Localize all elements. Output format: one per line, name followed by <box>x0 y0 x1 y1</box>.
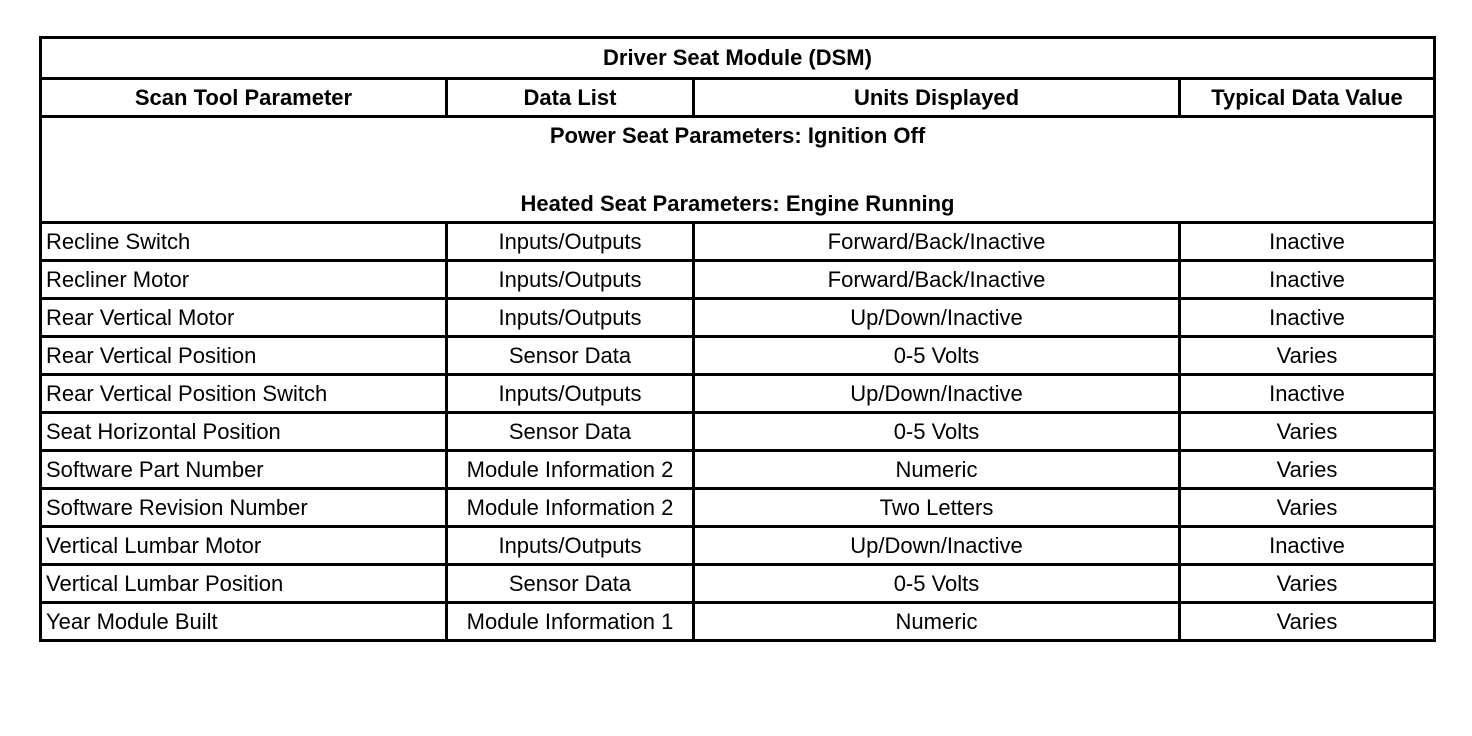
units-displayed-cell: 0-5 Volts <box>694 337 1180 375</box>
data-list-cell: Inputs/Outputs <box>447 527 694 565</box>
scan-tool-parameter-cell: Recliner Motor <box>41 261 447 299</box>
units-displayed-cell: Two Letters <box>694 489 1180 527</box>
table-row <box>41 489 1435 527</box>
scan-tool-parameter-cell: Rear Vertical Motor <box>41 299 447 337</box>
data-list-cell: Inputs/Outputs <box>447 223 694 261</box>
scan-tool-parameter-cell: Software Part Number <box>41 451 447 489</box>
table-row <box>41 337 1435 375</box>
dsm-parameter-table <box>39 36 1436 642</box>
data-list-cell: Module Information 2 <box>447 489 694 527</box>
table-title: Driver Seat Module (DSM) <box>41 38 1435 79</box>
section-note-cell <box>41 117 1435 223</box>
column-header-row <box>41 79 1435 117</box>
power-seat-note: Power Seat Parameters: Ignition Off <box>549 122 926 148</box>
units-displayed-cell: Forward/Back/Inactive <box>694 261 1180 299</box>
scan-tool-parameter-cell: Rear Vertical Position <box>41 337 447 375</box>
typical-data-value-cell: Inactive <box>1180 375 1435 413</box>
table-row <box>41 451 1435 489</box>
typical-data-value-cell: Varies <box>1180 489 1435 527</box>
typical-data-value-cell: Inactive <box>1180 261 1435 299</box>
data-list-cell: Module Information 2 <box>447 451 694 489</box>
data-list-cell: Inputs/Outputs <box>447 375 694 413</box>
scan-tool-parameter-cell: Rear Vertical Position Switch <box>41 375 447 413</box>
units-displayed-cell: Up/Down/Inactive <box>694 375 1180 413</box>
scan-tool-parameter-cell: Year Module Built <box>41 603 447 641</box>
data-list-cell: Sensor Data <box>447 413 694 451</box>
table-row <box>41 299 1435 337</box>
column-header-scan-tool-parameter: Scan Tool Parameter <box>41 79 447 117</box>
table-row <box>41 565 1435 603</box>
table-row <box>41 261 1435 299</box>
units-displayed-cell: Numeric <box>694 603 1180 641</box>
units-displayed-cell: Up/Down/Inactive <box>694 527 1180 565</box>
data-rows <box>41 223 1435 641</box>
column-header-data-list: Data List <box>447 79 694 117</box>
data-list-cell: Sensor Data <box>447 337 694 375</box>
data-list-cell: Module Information 1 <box>447 603 694 641</box>
column-header-typical-data-value: Typical Data Value <box>1180 79 1435 117</box>
units-displayed-cell: Up/Down/Inactive <box>694 299 1180 337</box>
section-note-row <box>41 117 1435 223</box>
data-list-cell: Inputs/Outputs <box>447 261 694 299</box>
typical-data-value-cell: Varies <box>1180 451 1435 489</box>
units-displayed-cell: Forward/Back/Inactive <box>694 223 1180 261</box>
units-displayed-cell: Numeric <box>694 451 1180 489</box>
typical-data-value-cell: Varies <box>1180 603 1435 641</box>
heated-seat-note: Heated Seat Parameters: Engine Running <box>520 190 955 216</box>
typical-data-value-cell: Varies <box>1180 565 1435 603</box>
scan-tool-parameter-cell: Vertical Lumbar Position <box>41 565 447 603</box>
typical-data-value-cell: Varies <box>1180 413 1435 451</box>
table-row <box>41 223 1435 261</box>
scan-tool-parameter-cell: Software Revision Number <box>41 489 447 527</box>
table-row <box>41 527 1435 565</box>
units-displayed-cell: 0-5 Volts <box>694 565 1180 603</box>
table-title-row <box>41 38 1435 79</box>
typical-data-value-cell: Inactive <box>1180 223 1435 261</box>
scan-tool-parameter-cell: Recline Switch <box>41 223 447 261</box>
table-row <box>41 375 1435 413</box>
units-displayed-cell: 0-5 Volts <box>694 413 1180 451</box>
data-list-cell: Sensor Data <box>447 565 694 603</box>
scan-tool-parameter-cell: Vertical Lumbar Motor <box>41 527 447 565</box>
typical-data-value-cell: Inactive <box>1180 299 1435 337</box>
data-list-cell: Inputs/Outputs <box>447 299 694 337</box>
typical-data-value-cell: Inactive <box>1180 527 1435 565</box>
table-row <box>41 603 1435 641</box>
typical-data-value-cell: Varies <box>1180 337 1435 375</box>
scan-tool-parameter-cell: Seat Horizontal Position <box>41 413 447 451</box>
table-row <box>41 413 1435 451</box>
column-header-units-displayed: Units Displayed <box>694 79 1180 117</box>
